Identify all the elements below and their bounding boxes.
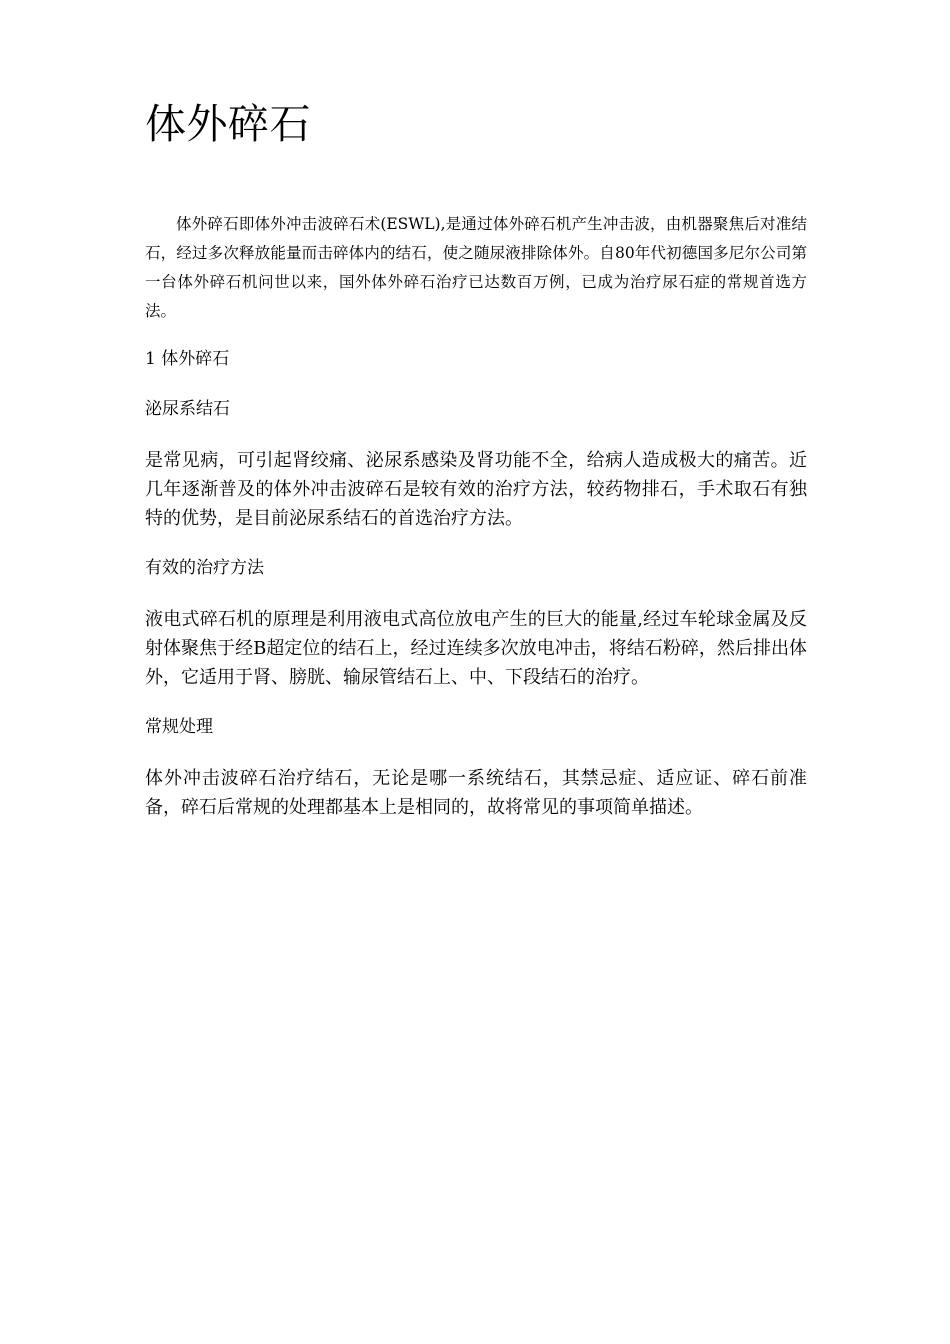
section-heading-1: 1 体外碎石 [145, 349, 230, 369]
section-heading-routine-care: 常规处理 [145, 717, 213, 737]
routine-care-paragraph: 体外冲击波碎石治疗结石，无论是哪一系统结石，其禁忌症、适应证、碎石前准备，碎石后常规的处理都基本上是相同的，故将常见的事项简单描述。 [145, 768, 807, 818]
intro-paragraph: 体外碎石即体外冲击波碎石术(ESWL),是通过体外碎石机产生冲击波，由机器聚焦后对准结石，经过多次释放能量而击碎体内的结石，使之随尿液排除体外。自80年代初德国多尼尔公司第一台体外碎石机问世以来，国外体外碎石治疗已达数百万例，已成为治疗尿石症的常规首选方法。 [145, 215, 807, 320]
document-content [145, 96, 807, 844]
page-title: 体外碎石 [145, 100, 311, 148]
urinary-stones-paragraph: 是常见病，可引起肾绞痛、泌尿系感染及肾功能不全，给病人造成极大的痛苦。近几年逐渐普及的体外冲击波碎石是较有效的治疗方法，较药物排石，手术取石有独特的优势，是目前泌尿系结石的首选治疗方法。 [145, 450, 807, 529]
section-heading-effective-treatment: 有效的治疗方法 [145, 558, 264, 578]
effective-treatment-paragraph: 液电式碎石机的原理是利用液电式高位放电产生的巨大的能量,经过车轮球金属及反射体聚焦于经B超定位的结石上，经过连续多次放电冲击，将结石粉碎，然后排出体外，它适用于肾、膀胱、输尿管结石上、中、下段结石的治疗。 [145, 609, 807, 688]
section-heading-urinary-stones: 泌尿系结石 [145, 399, 230, 419]
